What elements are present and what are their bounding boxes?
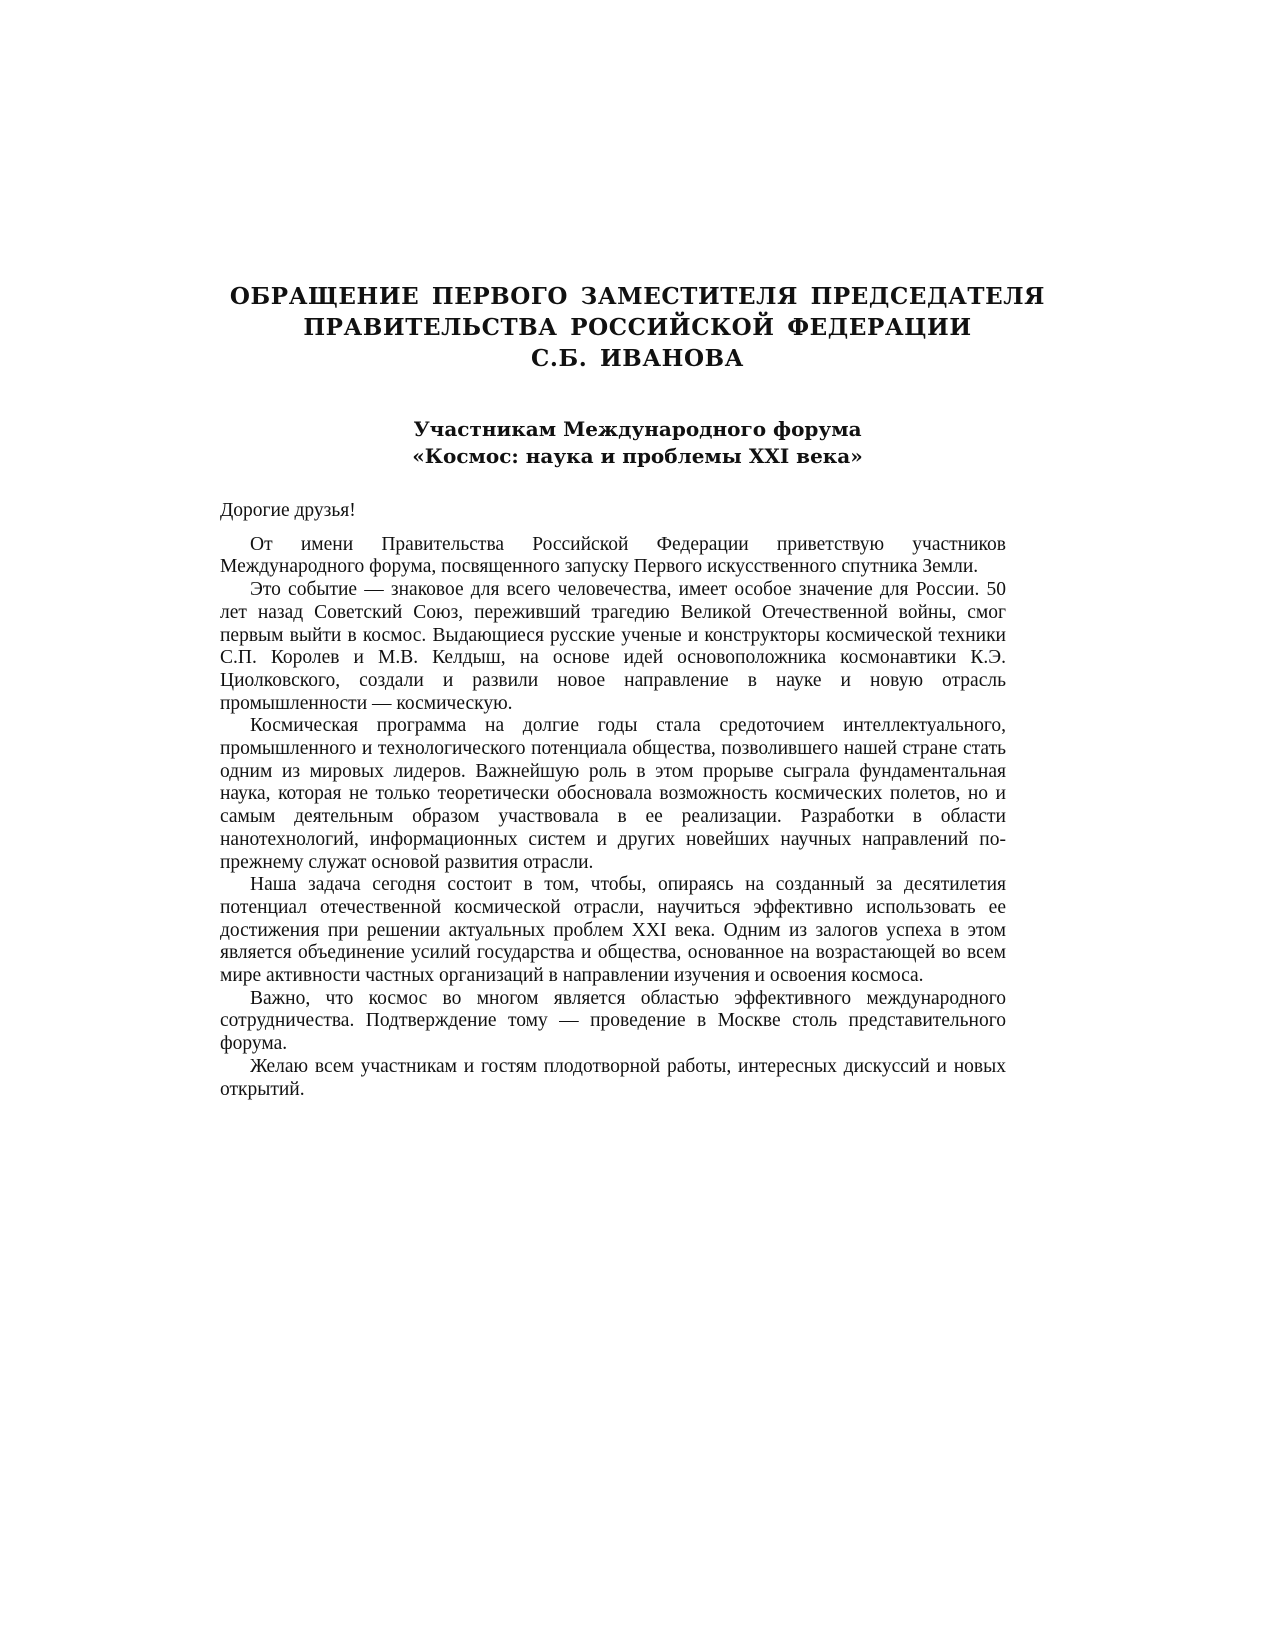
- subtitle-line-1: Участникам Международного форума: [413, 417, 862, 441]
- title-line-1: ОБРАЩЕНИЕ ПЕРВОГО ЗАМЕСТИТЕЛЯ ПРЕДСЕДАТЕЛЯ: [229, 283, 1046, 310]
- paragraph-1: От имени Правительства Российской Федерации приветствую участников Международного форума, посвященного запуску Первого искусственного спутника Земли.: [220, 533, 1006, 578]
- title-line-2: ПРАВИТЕЛЬСТВА РОССИЙСКОЙ ФЕДЕРАЦИИ: [303, 314, 972, 341]
- salutation: Дорогие друзья!: [220, 500, 356, 521]
- paragraph-4: Наша задача сегодня состоит в том, чтобы, опираясь на созданный за десятилетия потенциал отечественной космической отрасли, научиться эффективно использовать ее достижения при решении актуальных проблем XXI века. Одним из залогов успеха в этом является объединение усилий государства и общества, основанное на возрастающей во всем мире активности частных организаций в направлении изучения и освоения космоса.: [220, 874, 1006, 987]
- paragraph-2: Это событие — знаковое для всего человечества, имеет особое значение для России. 50 лет назад Советский Союз, переживший трагедию Великой Отечественной войны, смог первым выйти в космос. Выдающиеся русские ученые и конструкторы космической техники С.П. Королев и М.В. Келдыш, на основе идей основоположника космонавтики К.Э. Циолковского, создали и развили новое направление в науке и новую отрасль промышленности — космическую.: [220, 579, 1006, 714]
- document-subtitle: [0, 416, 1275, 470]
- paragraph-3: Космическая программа на долгие годы стала средоточием интеллектуального, промышленного и технологического потенциала общества, позволившего нашей стране стать одним из мировых лидеров. Важнейшую роль в этом прорыве сыграла фундаментальная наука, которая не только теоретически обосновала возможность космических полетов, но и самым деятельным образом участвовала в ее реализации. Разработки в области нанотехнологий, информационных систем и других новейших научных направлений по-прежнему служат основой развития отрасли.: [220, 715, 1006, 873]
- letter-body: [220, 500, 1006, 1101]
- paragraph-5: Важно, что космос во многом является областью эффективного международного сотрудничества. Подтверждение тому — проведение в Москве столь представительного форума.: [220, 987, 1006, 1055]
- title-line-3: С.Б. ИВАНОВА: [530, 345, 745, 372]
- subtitle-line-2: «Космос: наука и проблемы XXI века»: [412, 444, 863, 468]
- paragraph-6: Желаю всем участникам и гостям плодотворной работы, интересных дискуссий и новых открытий.: [220, 1055, 1006, 1100]
- document-title: [0, 281, 1275, 374]
